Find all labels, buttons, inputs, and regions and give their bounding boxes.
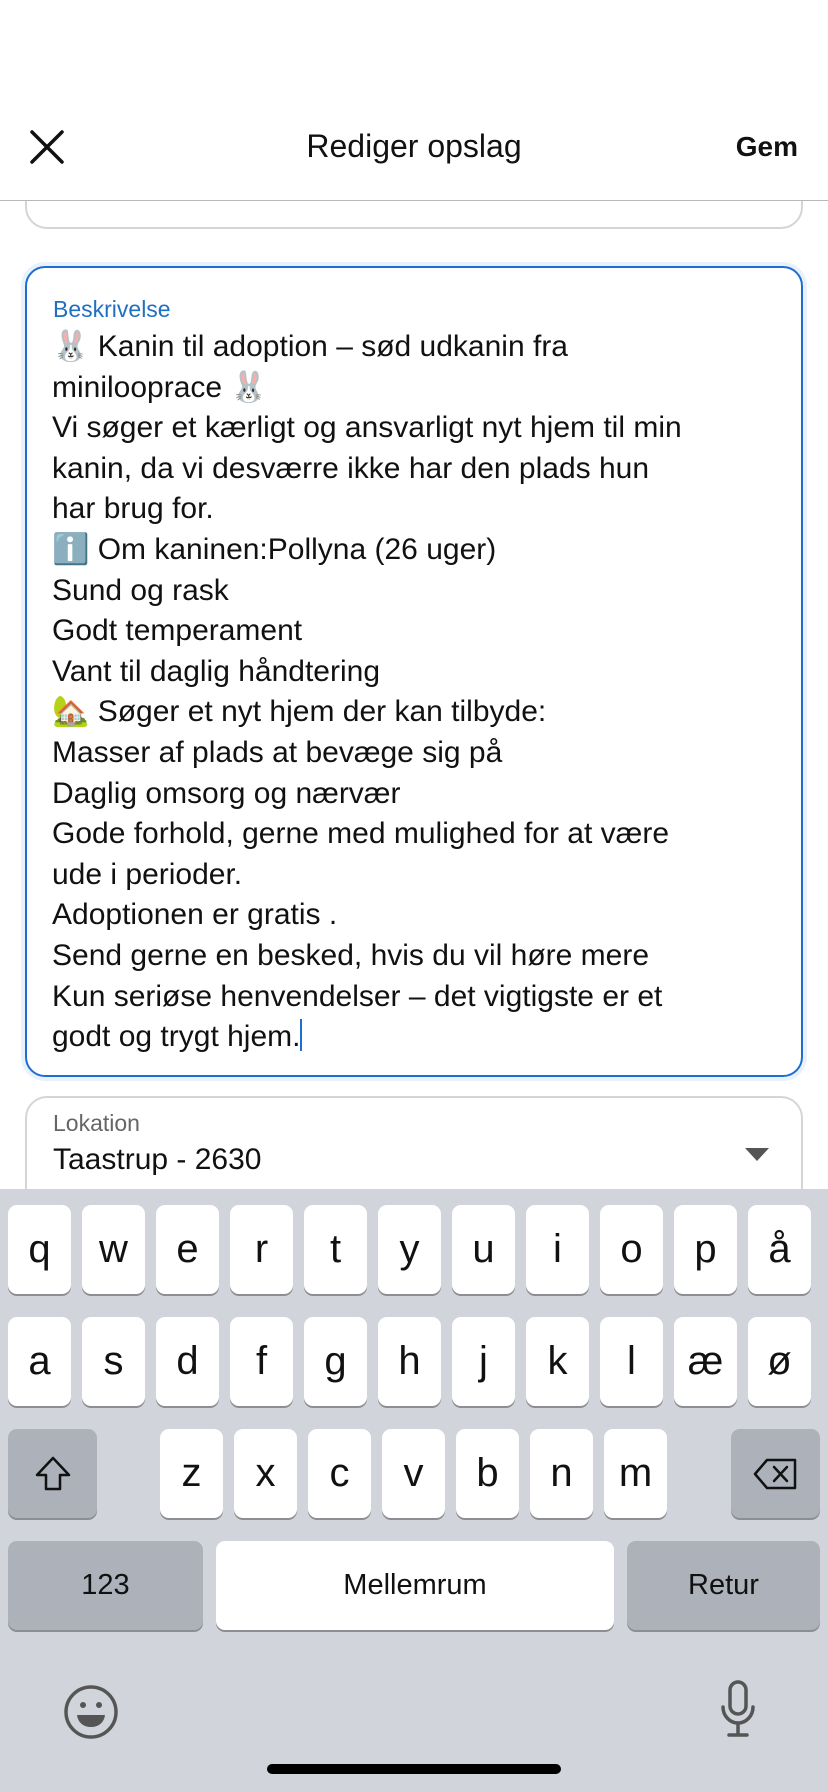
description-line: ℹ️ Om kaninen:Pollyna (26 uger) (52, 532, 497, 566)
home-indicator (267, 1764, 561, 1774)
key-g[interactable]: g (304, 1317, 367, 1406)
description-label: Beskrivelse (53, 296, 171, 322)
description-line: Godt temperament (52, 614, 303, 648)
shift-icon (33, 1455, 73, 1493)
numbers-key[interactable]: 123 (8, 1541, 203, 1630)
return-key[interactable]: Retur (627, 1541, 820, 1630)
description-line: har brug for. (52, 492, 214, 526)
key-h[interactable]: h (378, 1317, 441, 1406)
key-i[interactable]: i (526, 1205, 589, 1294)
description-line: minilooprace 🐰 (52, 370, 268, 404)
location-value: Taastrup - 2630 (53, 1143, 262, 1176)
key-æ[interactable]: æ (674, 1317, 737, 1406)
save-button[interactable]: Gem (735, 131, 798, 162)
description-line: Gode forhold, gerne med mulighed for at være (52, 817, 670, 851)
emoji-icon[interactable] (62, 1683, 120, 1741)
description-textarea[interactable] (52, 327, 682, 1058)
key-w[interactable]: w (82, 1205, 145, 1294)
key-t[interactable]: t (304, 1205, 367, 1294)
description-line: ude i perioder. (52, 857, 243, 891)
location-label: Lokation (53, 1110, 140, 1136)
key-j[interactable]: j (452, 1317, 515, 1406)
space-key[interactable]: Mellemrum (216, 1541, 614, 1630)
key-y[interactable]: y (378, 1205, 441, 1294)
key-å[interactable]: å (748, 1205, 811, 1294)
dropdown-arrow-icon (745, 1148, 769, 1161)
description-line: Masser af plads at bevæge sig på (52, 735, 503, 769)
description-line: 🏡 Søger et nyt hjem der kan tilbyde: (52, 695, 547, 729)
key-f[interactable]: f (230, 1317, 293, 1406)
key-z[interactable]: z (160, 1429, 223, 1518)
description-line: Daglig omsorg og nærvær (52, 776, 401, 810)
key-s[interactable]: s (82, 1317, 145, 1406)
key-x[interactable]: x (234, 1429, 297, 1518)
description-line: kanin, da vi desværre ikke har den plads hun (52, 451, 650, 485)
keyboard (0, 1189, 828, 1792)
key-r[interactable]: r (230, 1205, 293, 1294)
description-line: Vi søger et kærligt og ansvarligt nyt hjem til min (52, 411, 682, 445)
key-m[interactable]: m (604, 1429, 667, 1518)
key-q[interactable]: q (8, 1205, 71, 1294)
key-u[interactable]: u (452, 1205, 515, 1294)
backspace-key[interactable] (731, 1429, 820, 1518)
description-line: Kun seriøse henvendelser – det vigtigste er et (52, 979, 663, 1013)
page-title: Rediger opslag (306, 128, 522, 164)
key-a[interactable]: a (8, 1317, 71, 1406)
key-n[interactable]: n (530, 1429, 593, 1518)
text-cursor (300, 1019, 302, 1051)
description-line: Sund og rask (52, 573, 229, 607)
key-ø[interactable]: ø (748, 1317, 811, 1406)
description-line: Adoptionen er gratis . (52, 898, 338, 932)
backspace-icon (753, 1457, 799, 1491)
key-c[interactable]: c (308, 1429, 371, 1518)
key-d[interactable]: d (156, 1317, 219, 1406)
nav-header (0, 0, 828, 201)
key-b[interactable]: b (456, 1429, 519, 1518)
shift-key[interactable] (8, 1429, 97, 1518)
description-line: 🐰 Kanin til adoption – sød udkanin fra (52, 330, 568, 363)
key-p[interactable]: p (674, 1205, 737, 1294)
description-line: Send gerne en besked, hvis du vil høre mere (52, 938, 649, 972)
description-line: Vant til daglig håndtering (52, 654, 381, 688)
description-field[interactable] (25, 266, 803, 1077)
key-k[interactable]: k (526, 1317, 589, 1406)
key-e[interactable]: e (156, 1205, 219, 1294)
description-line: godt og trygt hjem. (52, 1020, 301, 1054)
key-v[interactable]: v (382, 1429, 445, 1518)
key-l[interactable]: l (600, 1317, 663, 1406)
microphone-icon[interactable] (718, 1679, 758, 1739)
key-o[interactable]: o (600, 1205, 663, 1294)
